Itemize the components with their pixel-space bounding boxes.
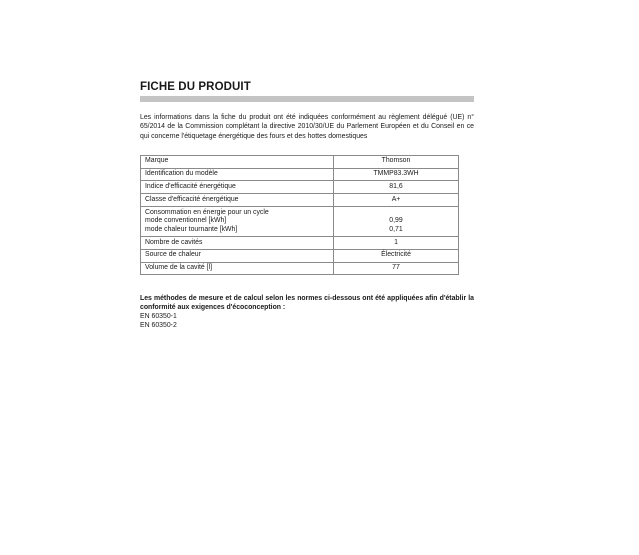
row-label: Marque <box>141 155 334 168</box>
row-value: 81,6 <box>334 181 459 194</box>
energy-consumption-label <box>141 207 334 237</box>
row-value: 77 <box>334 262 459 275</box>
row-label: Volume de la cavité [l] <box>141 262 334 275</box>
table-row <box>141 249 459 262</box>
table-row <box>141 236 459 249</box>
table-row <box>141 194 459 207</box>
fan-forced-mode-value: 0,71 <box>389 225 403 233</box>
table-row <box>141 262 459 275</box>
table-row <box>141 181 459 194</box>
standard-item: EN 60350-1 <box>140 313 177 321</box>
conventional-mode-label: mode conventionnel [kWh] <box>145 217 227 225</box>
row-value: Électricité <box>334 249 459 262</box>
table-row-energy-consumption <box>141 207 459 237</box>
fan-forced-mode-label: mode chaleur tournante [kWh] <box>145 225 238 233</box>
row-label: Classe d'efficacité énergétique <box>141 194 334 207</box>
intro-paragraph: Les informations dans la fiche du produit ont été indiquées conformément au règlement délégué (UE) n° 65/2014 de la Commission complétant la directive 2010/30/UE du Parlement Européen et du Conseil en ce qui concerne l'étiquetage énergétique des fours et des hottes domestiques <box>140 114 474 140</box>
table-row <box>141 155 459 168</box>
row-label: Identification du modèle <box>141 168 334 181</box>
standard-item: EN 60350-2 <box>140 322 177 330</box>
row-label: Source de chaleur <box>141 249 334 262</box>
row-label: Nombre de cavités <box>141 236 334 249</box>
row-label: Indice d'efficacité énergétique <box>141 181 334 194</box>
conventional-mode-value: 0,99 <box>389 217 403 225</box>
page-title: FICHE DU PRODUIT <box>140 81 251 93</box>
standards-list <box>140 312 474 330</box>
title-underline-bar <box>140 96 474 102</box>
product-spec-table <box>140 155 459 275</box>
energy-consumption-values <box>334 207 459 237</box>
energy-consumption-heading: Consommation en énergie pour un cycle <box>145 208 269 216</box>
row-value: TMMP83.3WH <box>334 168 459 181</box>
product-sheet <box>140 80 474 330</box>
row-value: Thomson <box>334 155 459 168</box>
table-row <box>141 168 459 181</box>
measurement-methods-statement: Les méthodes de mesure et de calcul selon les normes ci-dessous ont été appliquées afin d'établir la conformité aux exigences d'écoconception : <box>140 295 474 312</box>
row-value: A+ <box>334 194 459 207</box>
row-value: 1 <box>334 236 459 249</box>
